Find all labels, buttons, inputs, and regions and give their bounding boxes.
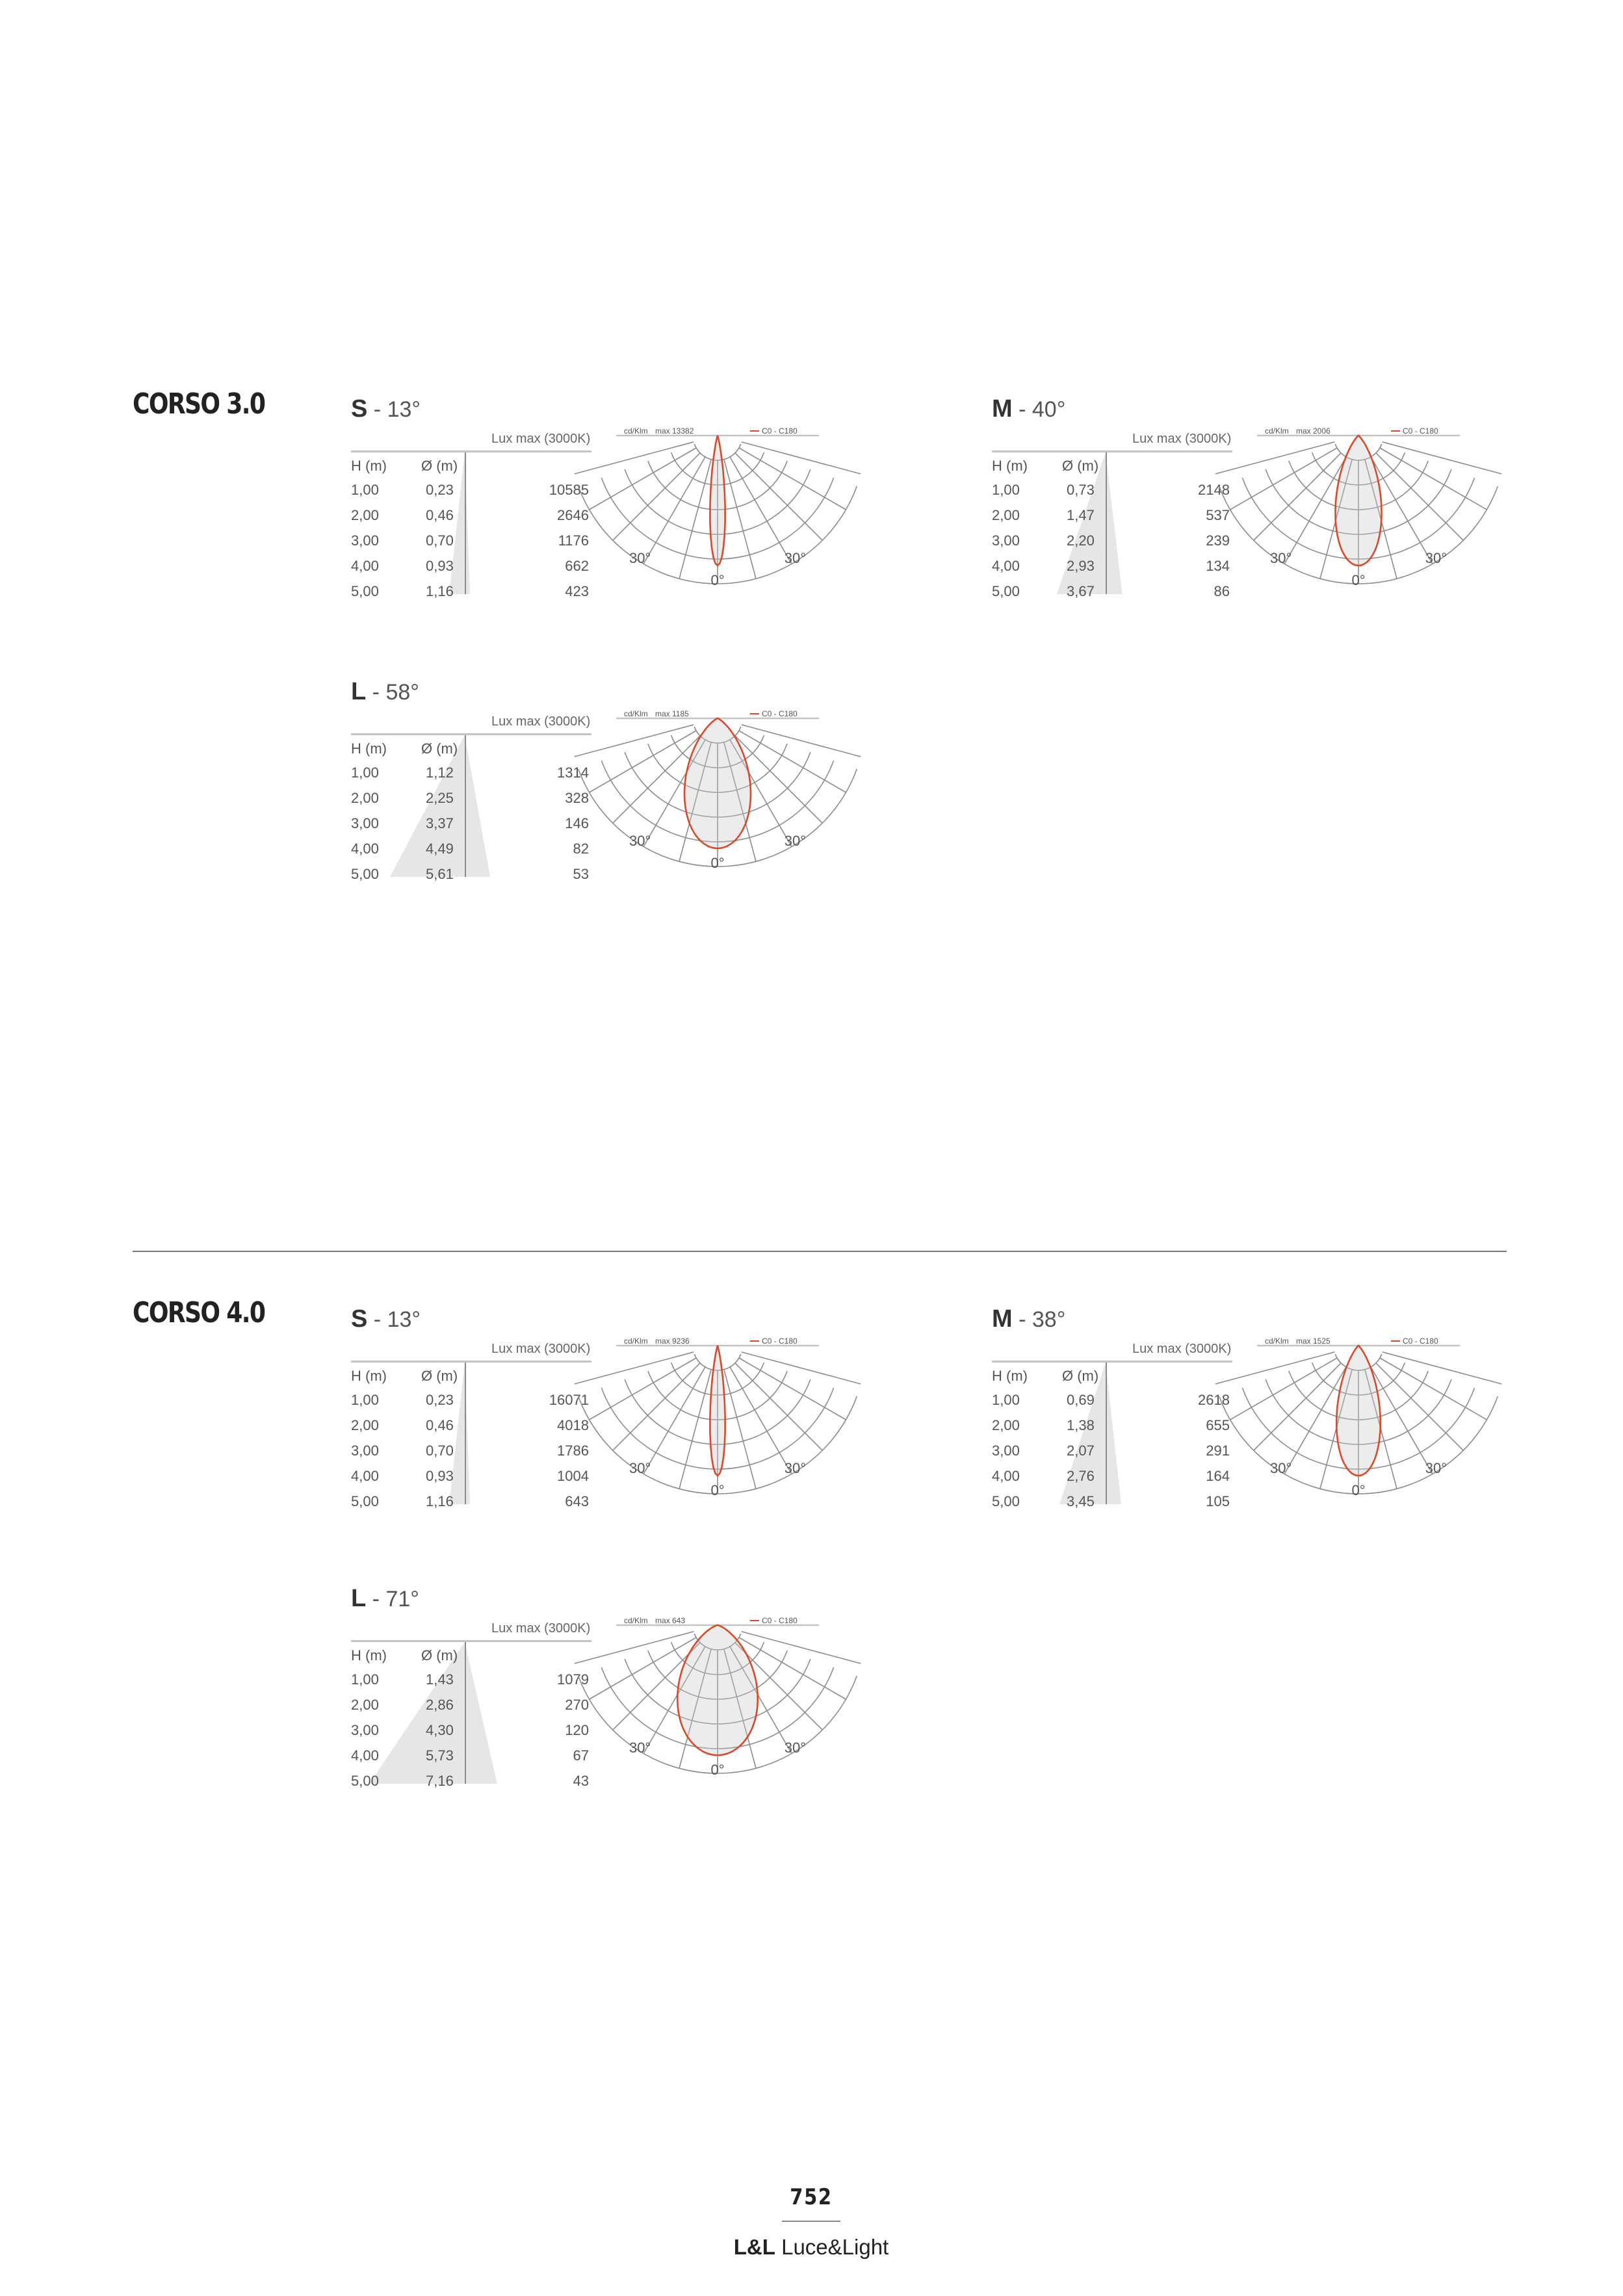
column-header-height: H (m) xyxy=(351,1647,387,1663)
beam-angle: 13° xyxy=(387,1307,421,1332)
lux-max-header: Lux max (3000K) xyxy=(1132,1342,1232,1356)
polar-unit-label: cd/Klm xyxy=(624,426,648,436)
polar-max-label: max 1185 xyxy=(655,709,689,718)
cell-diameter: 0,46 xyxy=(426,507,454,523)
polar-grid-ray xyxy=(742,1352,861,1384)
cell-diameter: 2,76 xyxy=(1067,1468,1095,1484)
cell-height: 1,00 xyxy=(351,1392,379,1408)
beam-angle: 40° xyxy=(1032,397,1066,422)
cell-diameter: 0,69 xyxy=(1067,1392,1095,1408)
cell-lux: 4018 xyxy=(557,1417,589,1433)
polar-max-label: max 643 xyxy=(655,1616,686,1625)
cell-diameter: 0,70 xyxy=(426,1442,454,1459)
cell-lux: 146 xyxy=(565,815,589,831)
cell-diameter: 5,61 xyxy=(426,866,454,882)
photometric-block-corso3-m xyxy=(992,395,1460,655)
column-header-height: H (m) xyxy=(992,1368,1028,1384)
beam-fill xyxy=(684,718,751,848)
angle-label-left: 30° xyxy=(1270,550,1292,566)
cell-diameter: 1,16 xyxy=(426,1493,454,1509)
cell-lux: 1004 xyxy=(557,1468,589,1484)
angle-label-right: 30° xyxy=(784,833,806,849)
polar-grid-ray xyxy=(679,460,711,579)
beam-letter: L xyxy=(351,678,367,705)
beam-title: M - 40° xyxy=(992,395,1066,423)
cell-height: 5,00 xyxy=(992,583,1020,599)
cell-lux: 1786 xyxy=(557,1442,589,1459)
beam-letter: L xyxy=(351,1585,367,1612)
cell-lux: 120 xyxy=(565,1722,589,1738)
cell-lux: 537 xyxy=(1206,507,1230,523)
cell-lux: 662 xyxy=(565,558,589,574)
cell-height: 4,00 xyxy=(992,1468,1020,1484)
polar-grid-ray xyxy=(735,1363,822,1450)
polar-diagram xyxy=(1257,1337,1460,1515)
cell-diameter: 3,37 xyxy=(426,815,454,831)
cell-height: 3,00 xyxy=(351,815,379,831)
column-header-diameter: Ø (m) xyxy=(1062,1368,1099,1384)
cell-height: 3,00 xyxy=(351,1442,379,1459)
polar-legend-label: C0 - C180 xyxy=(1403,426,1438,436)
cell-height: 2,00 xyxy=(351,1697,379,1713)
cell-lux: 10585 xyxy=(549,482,589,498)
table-divider xyxy=(1106,1363,1107,1504)
cell-lux: 105 xyxy=(1206,1493,1230,1509)
cell-lux: 2618 xyxy=(1198,1392,1230,1408)
cell-diameter: 3,45 xyxy=(1067,1493,1095,1509)
polar-max-label: max 2006 xyxy=(1296,426,1331,436)
cell-lux: 67 xyxy=(573,1747,589,1764)
cell-height: 4,00 xyxy=(992,558,1020,574)
cell-diameter: 4,30 xyxy=(426,1722,454,1738)
cell-height: 1,00 xyxy=(351,764,379,781)
polar-grid-ray xyxy=(679,1370,711,1489)
angle-label-left: 30° xyxy=(629,1460,651,1476)
polar-unit-label: cd/Klm xyxy=(624,709,648,718)
cell-height: 1,00 xyxy=(992,482,1020,498)
polar-grid-ray xyxy=(1383,1352,1502,1384)
polar-unit-label: cd/Klm xyxy=(1265,1337,1289,1346)
column-header-height: H (m) xyxy=(351,458,387,474)
beam-angle: 58° xyxy=(385,680,419,705)
polar-grid-ray xyxy=(724,460,756,579)
angle-label-left: 30° xyxy=(629,550,651,566)
section-title-corso-3: CORSO 3.0 xyxy=(133,387,265,421)
beam-cone-shade xyxy=(351,678,624,893)
cell-height: 5,00 xyxy=(351,1773,379,1789)
polar-legend-label: C0 - C180 xyxy=(762,1616,798,1625)
photometric-block-corso3-l xyxy=(351,678,819,938)
cell-lux: 16071 xyxy=(549,1392,589,1408)
cell-lux: 1176 xyxy=(558,532,589,549)
cell-diameter: 1,38 xyxy=(1067,1417,1095,1433)
cell-diameter: 1,12 xyxy=(426,764,454,781)
cell-diameter: 0,23 xyxy=(426,1392,454,1408)
column-header-diameter: Ø (m) xyxy=(421,458,458,474)
cell-lux: 134 xyxy=(1206,558,1230,574)
polar-grid-ray xyxy=(1254,1363,1341,1450)
cell-lux: 643 xyxy=(565,1493,589,1509)
cell-height: 2,00 xyxy=(351,507,379,523)
polar-unit-label: cd/Klm xyxy=(624,1616,648,1625)
page-number: 752 xyxy=(790,2184,833,2210)
table-divider xyxy=(465,735,466,877)
polar-diagram xyxy=(616,1337,819,1515)
brand-name: Luce&Light xyxy=(781,2235,889,2259)
cell-height: 3,00 xyxy=(351,1722,379,1738)
polar-grid-ray xyxy=(742,442,861,474)
beam-title: S - 13° xyxy=(351,395,421,423)
polar-unit-label: cd/Klm xyxy=(1265,426,1289,436)
cell-lux: 655 xyxy=(1206,1417,1230,1433)
angle-label-bottom: 0° xyxy=(1351,1482,1366,1498)
cell-height: 1,00 xyxy=(992,1392,1020,1408)
polar-grid-ray xyxy=(742,725,861,757)
cell-height: 4,00 xyxy=(351,1468,379,1484)
cell-lux: 1079 xyxy=(557,1671,589,1688)
cell-lux: 1314 xyxy=(557,764,589,781)
beam-cone-shade xyxy=(351,395,624,610)
cell-lux: 43 xyxy=(573,1773,589,1789)
column-header-diameter: Ø (m) xyxy=(421,1647,458,1663)
cell-lux: 423 xyxy=(565,583,589,599)
beam-title: L - 71° xyxy=(351,1585,419,1612)
lux-max-header: Lux max (3000K) xyxy=(491,432,591,446)
beam-title: L - 58° xyxy=(351,678,419,705)
beam-angle: 71° xyxy=(385,1587,419,1611)
cell-height: 5,00 xyxy=(351,866,379,882)
cell-diameter: 2,93 xyxy=(1067,558,1095,574)
cell-height: 3,00 xyxy=(992,532,1020,549)
cell-diameter: 0,70 xyxy=(426,532,454,549)
cell-diameter: 0,73 xyxy=(1067,482,1095,498)
cell-diameter: 1,43 xyxy=(426,1671,454,1688)
cell-height: 2,00 xyxy=(992,1417,1020,1433)
cell-lux: 82 xyxy=(573,841,589,857)
angle-label-right: 30° xyxy=(784,550,806,566)
beam-letter: M xyxy=(992,395,1013,423)
polar-diagram xyxy=(616,426,819,605)
beam-letter: S xyxy=(351,395,368,423)
footer-rule xyxy=(782,2221,840,2222)
polar-diagram xyxy=(616,709,819,887)
cell-lux: 53 xyxy=(573,866,589,882)
beam-fill xyxy=(1336,436,1382,566)
cell-diameter: 2,20 xyxy=(1067,532,1095,549)
section-title-corso-4: CORSO 4.0 xyxy=(133,1296,265,1329)
angle-label-right: 30° xyxy=(1425,550,1447,566)
polar-legend-label: C0 - C180 xyxy=(762,1337,798,1346)
beam-angle: 13° xyxy=(387,397,421,422)
polar-max-label: max 13382 xyxy=(655,426,694,436)
angle-label-right: 30° xyxy=(1425,1460,1447,1476)
cell-diameter: 0,46 xyxy=(426,1417,454,1433)
polar-grid-ray xyxy=(613,453,700,540)
column-header-diameter: Ø (m) xyxy=(1062,458,1099,474)
polar-grid-ray xyxy=(613,1363,700,1450)
photometric-block-corso4-s xyxy=(351,1305,819,1565)
polar-grid-ray xyxy=(1376,453,1463,540)
cell-height: 4,00 xyxy=(351,1747,379,1764)
table-divider xyxy=(465,452,466,594)
cell-diameter: 0,23 xyxy=(426,482,454,498)
cell-height: 4,00 xyxy=(351,841,379,857)
column-header-height: H (m) xyxy=(351,1368,387,1384)
lux-max-header: Lux max (3000K) xyxy=(491,1342,591,1356)
angle-label-left: 30° xyxy=(629,1740,651,1756)
column-header-diameter: Ø (m) xyxy=(421,740,458,757)
beam-fill xyxy=(677,1625,757,1755)
cell-height: 5,00 xyxy=(992,1493,1020,1509)
beam-cone-shade xyxy=(992,395,1265,610)
polar-unit-label: cd/Klm xyxy=(624,1337,648,1346)
cell-diameter: 2,86 xyxy=(426,1697,454,1713)
cell-height: 3,00 xyxy=(992,1442,1020,1459)
polar-grid-ray xyxy=(735,453,822,540)
polar-legend-label: C0 - C180 xyxy=(762,426,798,436)
polar-diagram xyxy=(616,1616,819,1794)
cell-height: 5,00 xyxy=(351,583,379,599)
cell-lux: 328 xyxy=(565,790,589,806)
photometric-block-corso4-l xyxy=(351,1585,819,1845)
beam-cone-shade xyxy=(351,1585,624,1799)
angle-label-right: 30° xyxy=(784,1460,806,1476)
lux-max-header: Lux max (3000K) xyxy=(1132,432,1232,446)
polar-diagram xyxy=(1257,426,1460,605)
polar-max-label: max 1525 xyxy=(1296,1337,1331,1346)
cell-height: 2,00 xyxy=(351,1417,379,1433)
beam-title: M - 38° xyxy=(992,1305,1066,1333)
cell-lux: 239 xyxy=(1206,532,1230,549)
lux-max-header: Lux max (3000K) xyxy=(491,714,591,729)
cell-height: 2,00 xyxy=(351,790,379,806)
polar-grid-ray xyxy=(1383,442,1502,474)
cell-diameter: 1,16 xyxy=(426,583,454,599)
cell-diameter: 2,07 xyxy=(1067,1442,1095,1459)
table-divider xyxy=(465,1642,466,1784)
cell-diameter: 1,47 xyxy=(1067,507,1095,523)
polar-grid-ray xyxy=(742,1632,861,1663)
cell-height: 3,00 xyxy=(351,532,379,549)
table-divider xyxy=(465,1363,466,1504)
angle-label-bottom: 0° xyxy=(1351,572,1366,588)
angle-label-left: 30° xyxy=(629,833,651,849)
cell-lux: 2148 xyxy=(1198,482,1230,498)
beam-angle: 38° xyxy=(1032,1307,1066,1332)
cell-diameter: 3,67 xyxy=(1067,583,1095,599)
column-header-height: H (m) xyxy=(351,740,387,757)
polar-legend-label: C0 - C180 xyxy=(762,709,798,718)
polar-grid-ray xyxy=(1254,453,1341,540)
cell-height: 2,00 xyxy=(992,507,1020,523)
beam-cone-shade xyxy=(351,1305,624,1520)
angle-label-bottom: 0° xyxy=(710,855,725,871)
beam-cone-shade xyxy=(992,1305,1265,1520)
photometric-block-corso4-m xyxy=(992,1305,1460,1565)
polar-grid-ray xyxy=(1376,1363,1463,1450)
cell-diameter: 0,93 xyxy=(426,1468,454,1484)
polar-legend-label: C0 - C180 xyxy=(1403,1337,1438,1346)
cell-diameter: 4,49 xyxy=(426,841,454,857)
polar-grid-ray xyxy=(724,1370,756,1489)
column-header-height: H (m) xyxy=(992,458,1028,474)
cell-lux: 270 xyxy=(565,1697,589,1713)
cell-height: 4,00 xyxy=(351,558,379,574)
angle-label-bottom: 0° xyxy=(710,1762,725,1778)
beam-letter: M xyxy=(992,1305,1013,1333)
cell-lux: 86 xyxy=(1214,583,1230,599)
cell-diameter: 2,25 xyxy=(426,790,454,806)
angle-label-bottom: 0° xyxy=(710,572,725,588)
beam-letter: S xyxy=(351,1305,368,1333)
angle-label-bottom: 0° xyxy=(710,1482,725,1498)
cell-lux: 291 xyxy=(1206,1442,1230,1459)
cell-lux: 164 xyxy=(1206,1468,1230,1484)
section-divider xyxy=(133,1251,1507,1252)
brand-logo xyxy=(734,2235,889,2260)
angle-label-right: 30° xyxy=(784,1740,806,1756)
cell-height: 1,00 xyxy=(351,482,379,498)
table-divider xyxy=(1106,452,1107,594)
angle-label-left: 30° xyxy=(1270,1460,1292,1476)
cell-diameter: 0,93 xyxy=(426,558,454,574)
photometric-block-corso3-s xyxy=(351,395,819,655)
cell-height: 1,00 xyxy=(351,1671,379,1688)
cell-diameter: 5,73 xyxy=(426,1747,454,1764)
cell-height: 5,00 xyxy=(351,1493,379,1509)
brand-short: L&L xyxy=(733,2235,775,2259)
polar-max-label: max 9236 xyxy=(655,1337,690,1346)
cell-diameter: 7,16 xyxy=(426,1773,454,1789)
lux-max-header: Lux max (3000K) xyxy=(491,1621,591,1636)
column-header-diameter: Ø (m) xyxy=(421,1368,458,1384)
beam-title: S - 13° xyxy=(351,1305,421,1333)
cell-lux: 2646 xyxy=(557,507,589,523)
